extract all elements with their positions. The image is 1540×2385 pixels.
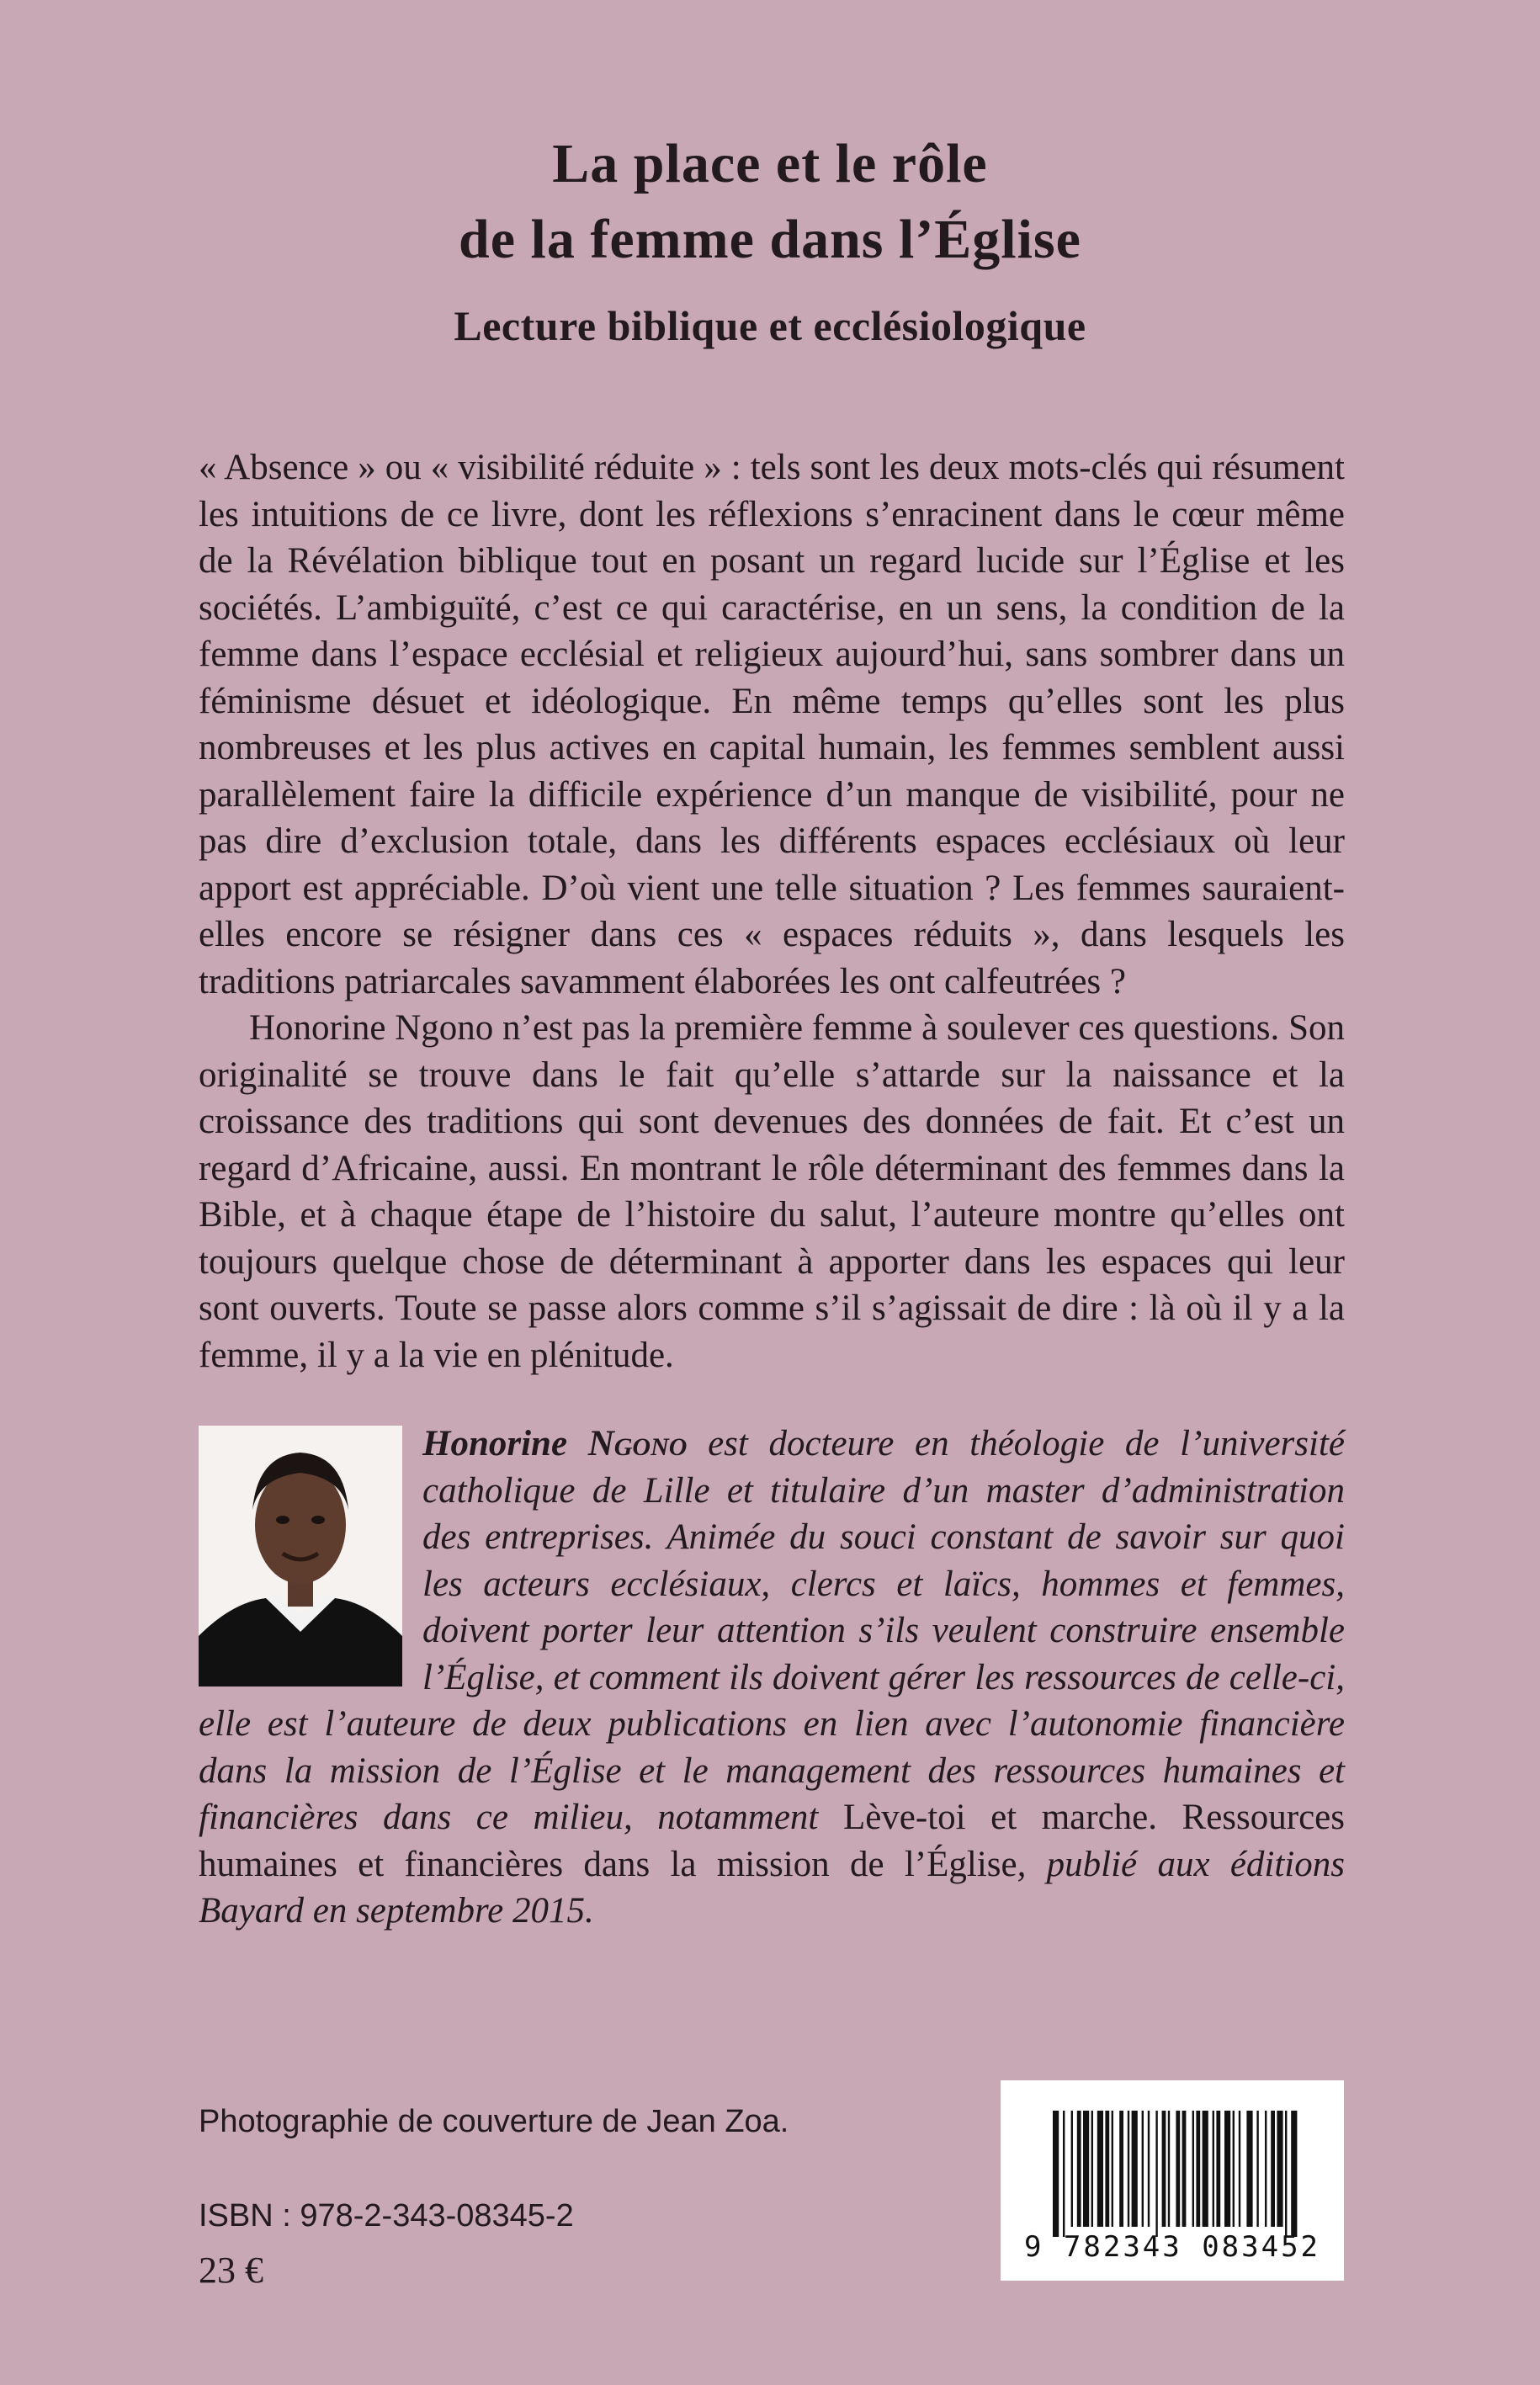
- barcode-bar: [1246, 2111, 1252, 2227]
- barcode-bar: [1239, 2111, 1240, 2227]
- barcode-bar: [1083, 2111, 1089, 2227]
- barcode-bar: [1155, 2111, 1157, 2237]
- book-title: Lève-toi et marche. Ressources humaines et financières dans la mission de l’Église: [199, 1798, 1345, 1884]
- barcode-digits: 9 782343 083452: [1023, 2230, 1321, 2264]
- cover-title-block: [0, 126, 1540, 350]
- photo-credit: Photographie de couverture de Jean Zoa.: [199, 2104, 789, 2139]
- barcode-bar: [1053, 2111, 1059, 2237]
- author-bio: [199, 1421, 1345, 1935]
- barcode-bar: [1285, 2111, 1287, 2237]
- barcode-bar: [1112, 2111, 1113, 2227]
- barcode-bar: [1148, 2111, 1150, 2227]
- author-portrait-image: [199, 1426, 402, 1686]
- author-first-name: Honorine: [422, 1424, 568, 1463]
- barcode-bar: [1182, 2111, 1187, 2227]
- title-line-2: de la femme dans l’Église: [459, 209, 1081, 270]
- barcode-bar: [1097, 2111, 1103, 2227]
- price: 23 €: [199, 2250, 263, 2291]
- barcode-bar: [1271, 2111, 1275, 2227]
- isbn: ISBN : 978-2-343-08345-2: [199, 2198, 574, 2234]
- barcode-bar: [1277, 2111, 1282, 2227]
- barcode-bar: [1233, 2111, 1235, 2227]
- barcode-bar: [1216, 2111, 1220, 2227]
- bio-text-part-2: , publié aux éditions Bayard en septembre 2015.: [199, 1844, 1345, 1931]
- barcode-bar: [1256, 2111, 1258, 2227]
- barcode-bar: [1291, 2111, 1297, 2237]
- barcode-bar: [1119, 2111, 1123, 2227]
- barcode-bar: [1162, 2111, 1166, 2227]
- blurb-paragraph-1: « Absence » ou « visibilité réduite » : tels sont les deux mots-clés qui résument les intuitions de ce livre, dont les réflexions s’enracinent dans le cœur même de la Révélation biblique tout en posant un regard lucide sur l’Église et les sociétés. L’ambiguïté, c’est ce qui caractérise, en un sens, la condition de la femme dans l’espace ecclésial et religieux aujourd’hui, sans sombrer dans un féminisme désuet et idéologique. En même temps qu’elles sont les plus nombreuses et les plus actives en capital humain, les femmes semblent aussi parallèlement faire la difficile expérience d’un manque de visibilité, pour ne pas dire d’exclusion totale, dans les différents espaces ecclésiaux où leur apport est appréciable. D’où vient une telle situation ? Les femmes sauraient-elles encore se résigner dans ces « espaces réduits », dans lesquels les traditions patriarcales savamment élaborées les ont calfeutrées ?: [199, 448, 1345, 1001]
- barcode-bar: [1132, 2111, 1138, 2227]
- bio-text-part-1: est docteure en théologie de l’université catholique de Lille et titulaire d’un master d’administration des entreprises. Animée du souci constant de savoir sur quoi les acteurs ecclésiaux, clercs et laïcs, hommes et femmes, doivent porter leur attention s’ils veulent construire ensemble l’Église, et comment ils doivent gérer les ressources de celle-ci, elle est l’auteure de deux publications en lien avec l’autonomie financière dans la mission de l’Église et le management des ressources humaines et financières dans ce milieu, notamment: [199, 1424, 1346, 1837]
- barcode-bar: [1142, 2111, 1144, 2227]
- barcode-bar: [1176, 2111, 1180, 2227]
- barcode-bar: [1128, 2111, 1129, 2227]
- barcode-bar: [1077, 2111, 1081, 2227]
- barcode-bar: [1071, 2111, 1073, 2227]
- author-last-name: Ngono: [587, 1424, 688, 1463]
- barcode: [1001, 2080, 1344, 2281]
- author-name: [422, 1424, 687, 1463]
- blurb: [199, 444, 1345, 1378]
- barcode-bar: [1196, 2111, 1200, 2227]
- barcode-bar: [1265, 2111, 1267, 2227]
- barcode-bar: [1168, 2111, 1170, 2227]
- barcode-bar: [1063, 2111, 1065, 2237]
- barcode-bar: [1213, 2111, 1214, 2227]
- subtitle: Lecture biblique et ecclésiologique: [454, 302, 1086, 349]
- barcode-bar: [1091, 2111, 1093, 2227]
- blurb-paragraph-2: Honorine Ngono n’est pas la première femme à soulever ces questions. Son originalité se trouve dans le fait qu’elle s’attarde sur la naissance et la croissance des traditions qui sont devenues des données de fait. Et c’est un regard d’Africaine, aussi. En montrant le rôle déterminant des femmes dans la Bible, et à chaque étape de l’histoire du salut, l’auteure montre qu’elles ont toujours quelque chose de déterminant à apporter dans les espaces qui leur sont ouverts. Toute se passe alors comme s’il s’agissait de dire : là où il y a la femme, il y a la vie en plénitude.: [199, 1008, 1345, 1375]
- barcode-bar: [1192, 2111, 1194, 2227]
- barcode-bar: [1105, 2111, 1109, 2227]
- barcode-bar: [1203, 2111, 1208, 2227]
- title-line-1: La place et le rôle: [552, 133, 988, 194]
- barcode-bar: [1224, 2111, 1230, 2227]
- author-photo: [199, 1426, 402, 1686]
